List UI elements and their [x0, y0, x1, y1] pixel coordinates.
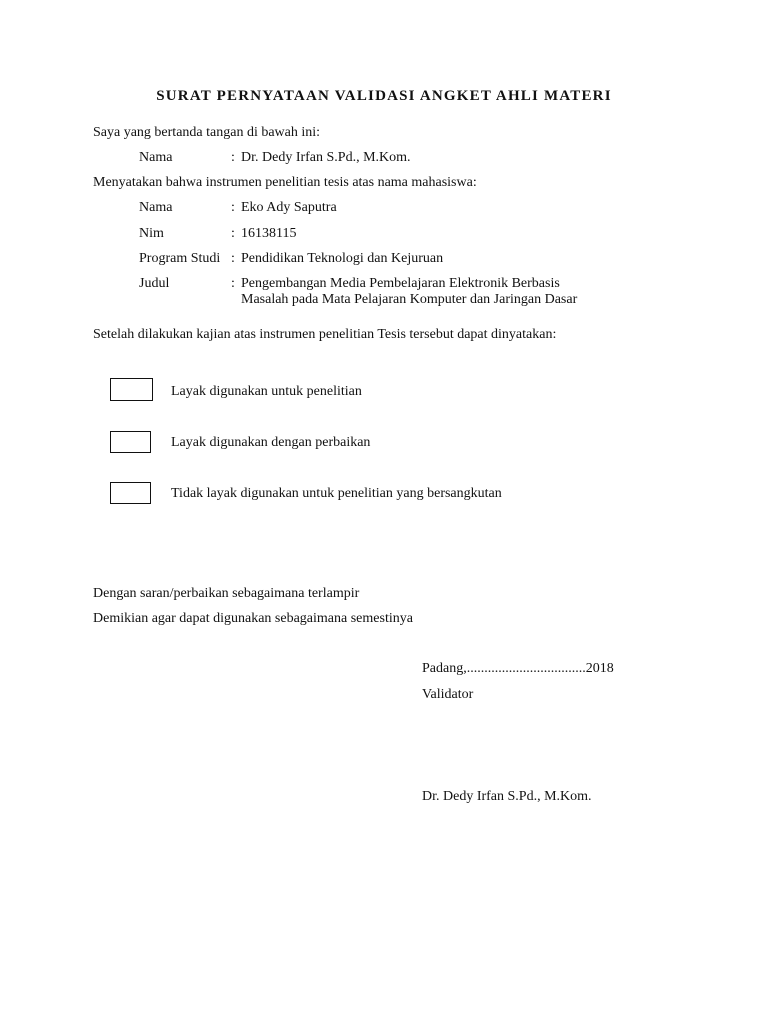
option-label-tidak-layak: Tidak layak digunakan untuk penelitian yang bersangkutan — [171, 486, 502, 501]
student-title-line2: Masalah pada Mata Pelajaran Komputer dan Jaringan Dasar — [241, 292, 578, 307]
student-title-colon: : — [231, 276, 235, 291]
student-name-value: Eko Ady Saputra — [241, 200, 337, 215]
student-title-label: Judul — [139, 276, 170, 291]
option-label-perbaikan: Layak digunakan dengan perbaikan — [171, 435, 371, 450]
option-checkbox-tidak-layak[interactable] — [110, 482, 151, 504]
suggestion-text: Dengan saran/perbaikan sebagaimana terlampir — [93, 586, 360, 601]
student-prodi-value: Pendidikan Teknologi dan Kejuruan — [241, 251, 444, 266]
statement-text: Menyatakan bahwa instrumen penelitian tesis atas nama mahasiswa: — [93, 175, 477, 190]
signer-name-value: Dr. Dedy Irfan S.Pd., M.Kom. — [241, 150, 411, 165]
document-title: SURAT PERNYATAAN VALIDASI ANGKET AHLI MATERI — [156, 88, 612, 104]
option-checkbox-layak[interactable] — [110, 378, 153, 401]
validator-role: Validator — [422, 687, 474, 702]
student-name-colon: : — [231, 200, 235, 215]
student-prodi-colon: : — [231, 251, 235, 266]
student-nim-label: Nim — [139, 226, 164, 241]
assessment-text: Setelah dilakukan kajian atas instrumen penelitian Tesis tersebut dapat dinyatakan: — [93, 327, 557, 342]
signature-name: Dr. Dedy Irfan S.Pd., M.Kom. — [422, 789, 592, 804]
intro-text: Saya yang bertanda tangan di bawah ini: — [93, 125, 321, 140]
student-nim-colon: : — [231, 226, 235, 241]
student-title-line1: Pengembangan Media Pembelajaran Elektronik Berbasis — [241, 276, 560, 291]
closing-text: Demikian agar dapat digunakan sebagaimana semestinya — [93, 611, 413, 626]
student-name-label: Nama — [139, 200, 173, 215]
option-checkbox-perbaikan[interactable] — [110, 431, 151, 453]
option-label-layak: Layak digunakan untuk penelitian — [171, 384, 362, 399]
signer-name-label: Nama — [139, 150, 173, 165]
signer-name-colon: : — [231, 150, 235, 165]
student-prodi-label: Program Studi — [139, 251, 221, 266]
student-nim-value: 16138115 — [241, 226, 297, 241]
place-date: Padang,..................................2018 — [422, 661, 614, 676]
